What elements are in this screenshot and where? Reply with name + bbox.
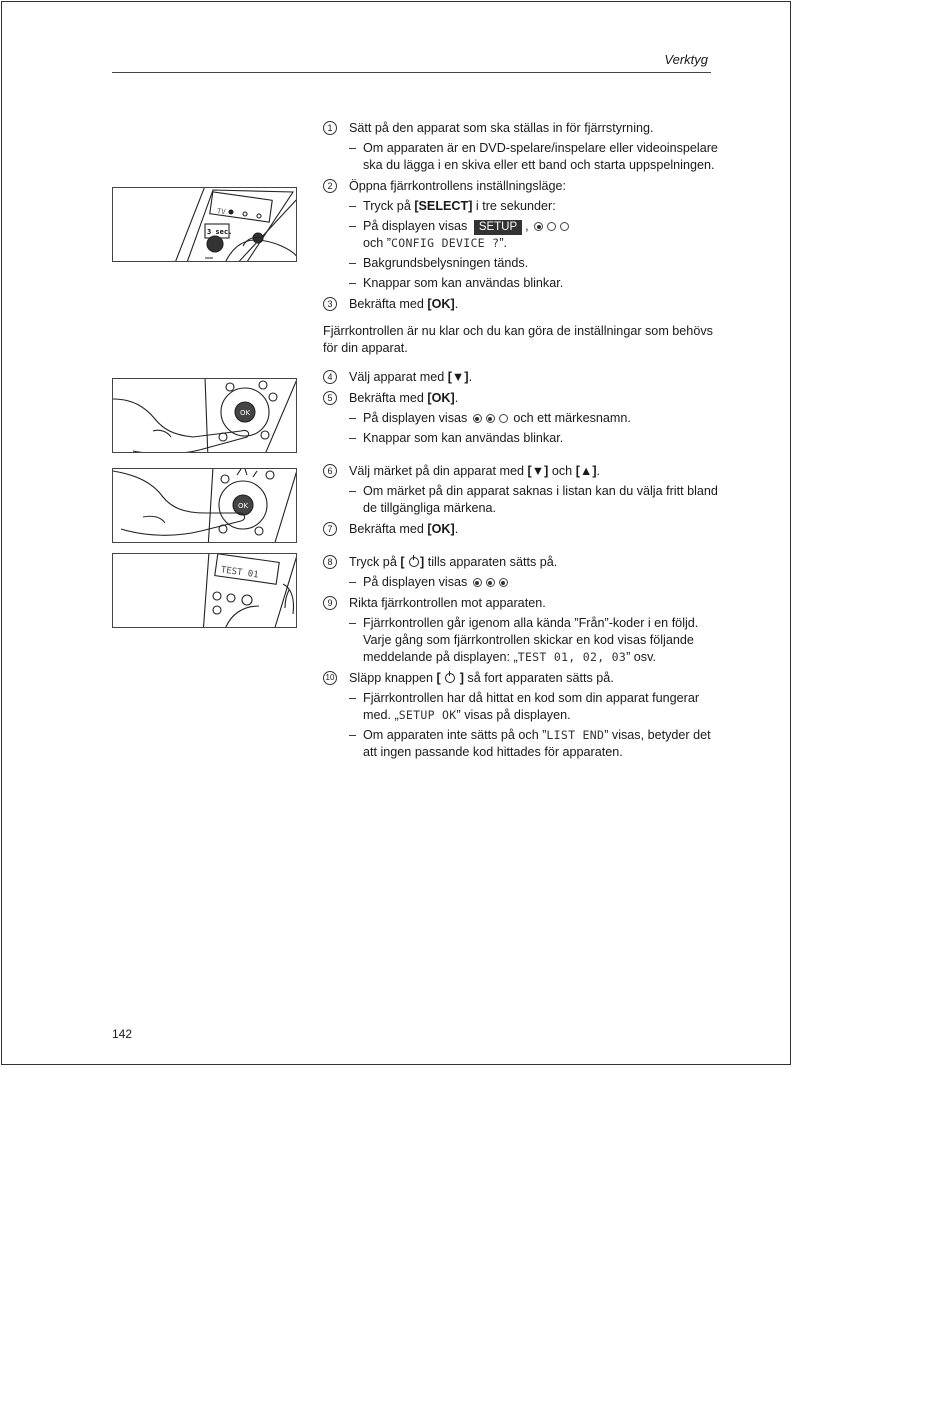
step-2: 2 Öppna fjärrkontrollens inställningsläge: bbox=[323, 178, 718, 195]
select-key: [SELECT] bbox=[414, 199, 473, 213]
setup-badge: SETUP bbox=[474, 220, 522, 235]
step-9-sub: – Fjärrkontrollen går igenom alla kända ”Från”-koder i en följd. Varje gång som fjärrkontrollen skickar en kod visas följande meddelande på displayen: „TEST 01, 02, 03” osv. bbox=[349, 616, 699, 664]
test-codes-text: TEST 01, 02, 03 bbox=[517, 650, 627, 664]
indicator-dot-on bbox=[486, 578, 495, 587]
step-2-sub-display: – På displayen visas SETUP , och ”CONFIG DEVICE ?”. bbox=[323, 218, 718, 252]
step-number: 1 bbox=[323, 121, 337, 135]
up-key: [▲] bbox=[575, 464, 597, 478]
step-5-sub-display: – På displayen visas och ett märkesnamn. bbox=[349, 411, 631, 425]
setup-ok-text: SETUP OK bbox=[398, 708, 457, 722]
ok-key: [OK] bbox=[427, 522, 455, 536]
list-end-text: LIST END bbox=[546, 728, 605, 742]
indicator-dot-on bbox=[473, 414, 482, 423]
step-4: 4 Välj apparat med [▼]. bbox=[323, 369, 718, 386]
remote-display-test: TEST 01 bbox=[220, 565, 260, 581]
illustration-press-power bbox=[112, 553, 297, 628]
step-9: 9 Rikta fjärrkontrollen mot apparaten. bbox=[323, 595, 718, 612]
indicator-dot-off bbox=[499, 414, 508, 423]
header-rule bbox=[112, 72, 711, 73]
instructions bbox=[323, 116, 718, 761]
illustration-hold-select bbox=[112, 187, 297, 262]
section-title: Verktyg bbox=[664, 52, 708, 67]
indicator-dot-on bbox=[486, 414, 495, 423]
illustration-select-brand bbox=[112, 468, 297, 543]
illustration-press-down bbox=[112, 378, 297, 453]
remote-display-text: TV bbox=[216, 207, 226, 217]
ok-button-label: OK bbox=[238, 502, 249, 510]
step-1-sub: – Om apparaten är en DVD-spelare/inspelare eller videoinspelare ska du lägga i en skiva eller ett band och starta uppspelningen. bbox=[349, 141, 718, 172]
step-1 bbox=[323, 120, 718, 137]
ok-key: [OK] bbox=[427, 297, 455, 311]
step-6: 6 Välj märket på din apparat med [▼] och [▲]. bbox=[323, 463, 718, 480]
power-icon bbox=[409, 557, 419, 567]
step-5-sub-blink: – Knappar som kan användas blinkar. bbox=[349, 431, 564, 445]
down-key: [▼] bbox=[527, 464, 549, 478]
ok-key: [OK] bbox=[427, 391, 455, 405]
hold-duration-label: 3 sec. bbox=[207, 228, 233, 236]
step-2-sub-blink: – Knappar som kan användas blinkar. bbox=[349, 276, 564, 290]
indicator-dot-on bbox=[534, 222, 543, 231]
step-8: 8 Tryck på [ ] tills apparaten sätts på. bbox=[323, 554, 718, 571]
step-3: 3 Bekräfta med [OK]. bbox=[323, 296, 718, 313]
step-8-sub: – På displayen visas bbox=[323, 574, 718, 591]
indicator-dot-off bbox=[560, 222, 569, 231]
down-key: [▼] bbox=[447, 370, 469, 384]
step-10-sub-success: – Fjärrkontrollen har då hittat en kod som din apparat fungerar med. „SETUP OK” visas på displayen. bbox=[349, 691, 700, 722]
step-10-sub-fail: – Om apparaten inte sätts på och ”LIST END” visas, betyder det att ingen passande kod hittades för apparaten. bbox=[349, 728, 711, 759]
manual-page bbox=[1, 1, 791, 1065]
step-2-sub-backlight: – Bakgrundsbelysningen tänds. bbox=[349, 256, 529, 270]
step-2-sub-press-select: – Tryck på [SELECT] i tre sekunder: bbox=[349, 199, 556, 213]
indicator-dot-on bbox=[473, 578, 482, 587]
indicator-dot-on bbox=[499, 578, 508, 587]
step-10: 10 Släpp knappen [ ] så fort apparaten sätts på. bbox=[323, 670, 718, 687]
step-5: 5 Bekräfta med [OK]. bbox=[323, 390, 718, 407]
page-number: 142 bbox=[112, 1027, 133, 1041]
step-7: 7 Bekräfta med [OK]. bbox=[323, 521, 718, 538]
indicator-dot-off bbox=[547, 222, 556, 231]
step-6-sub: – Om märket på din apparat saknas i listan kan du välja fritt bland de tillgängliga märkena. bbox=[349, 484, 718, 515]
ready-paragraph: Fjärrkontrollen är nu klar och du kan göra de inställningar som behövs för din apparat. bbox=[323, 324, 713, 355]
config-device-text: CONFIG DEVICE ? bbox=[391, 236, 500, 250]
ok-button-label: OK bbox=[240, 409, 251, 417]
step-text: Sätt på den apparat som ska ställas in för fjärrstyrning. bbox=[349, 121, 654, 135]
power-icon bbox=[445, 673, 455, 683]
